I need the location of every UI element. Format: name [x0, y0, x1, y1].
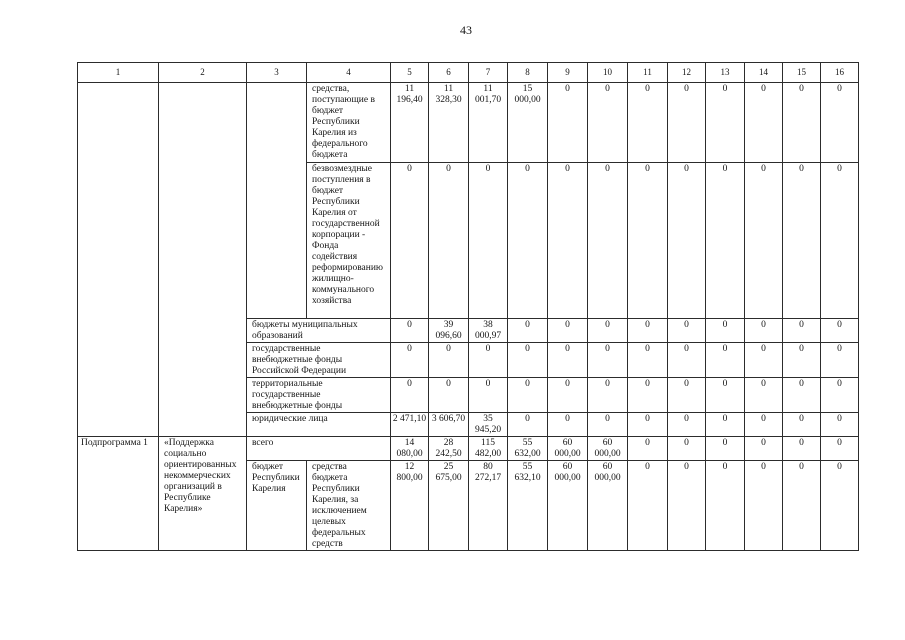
amount-cell: 0: [588, 319, 628, 343]
amount-cell: 2 471,10: [391, 413, 429, 437]
amount-cell: 0: [745, 163, 783, 319]
amount-cell: 0: [628, 319, 668, 343]
column-number-header: 3: [247, 63, 307, 83]
header-row: [78, 63, 859, 83]
amount-cell: 0: [469, 378, 508, 413]
column-number-header: 16: [821, 63, 859, 83]
amount-cell: 0: [588, 413, 628, 437]
amount-cell: 0: [391, 343, 429, 378]
amount-cell: 0: [706, 319, 745, 343]
amount-cell: 0: [706, 461, 745, 551]
amount-cell: 0: [628, 83, 668, 163]
amount-cell: 80 272,17: [469, 461, 508, 551]
amount-cell: 0: [429, 378, 469, 413]
amount-cell: 0: [588, 163, 628, 319]
amount-cell: 0: [628, 343, 668, 378]
amount-cell: 0: [821, 378, 859, 413]
amount-cell: 0: [783, 461, 821, 551]
column-number-header: 2: [159, 63, 247, 83]
amount-cell: 0: [821, 343, 859, 378]
amount-cell: 0: [783, 437, 821, 461]
column-number-header: 9: [548, 63, 588, 83]
funding-source-cell: безвозмездные поступления в бюджет Республики Карелия от государственной корпорации - Фонда содействия реформированию жилищно-коммунального хозяйства: [307, 163, 391, 319]
column-number-header: 5: [391, 63, 429, 83]
amount-cell: 55 632,10: [508, 461, 548, 551]
amount-cell: 0: [668, 343, 706, 378]
column-number-header: 15: [783, 63, 821, 83]
amount-cell: 0: [469, 343, 508, 378]
amount-cell: 0: [429, 343, 469, 378]
amount-cell: 115 482,00: [469, 437, 508, 461]
column-number-header: 4: [307, 63, 391, 83]
amount-cell: 0: [745, 343, 783, 378]
amount-cell: 0: [391, 378, 429, 413]
budget-cell: бюджет Республики Карелия: [247, 461, 307, 551]
amount-cell: 0: [508, 413, 548, 437]
amount-cell: 0: [745, 437, 783, 461]
amount-cell: 0: [745, 83, 783, 163]
amount-cell: 0: [391, 319, 429, 343]
amount-cell: 0: [548, 343, 588, 378]
funding-source-cell: юридические лица: [247, 413, 391, 437]
amount-cell: 0: [628, 461, 668, 551]
amount-cell: 0: [588, 343, 628, 378]
column-number-header: 6: [429, 63, 469, 83]
amount-cell: 0: [508, 163, 548, 319]
amount-cell: 0: [783, 413, 821, 437]
amount-cell: 0: [706, 83, 745, 163]
amount-cell: 0: [706, 343, 745, 378]
amount-cell: 0: [668, 461, 706, 551]
amount-cell: 0: [821, 461, 859, 551]
amount-cell: 0: [548, 413, 588, 437]
column-number-header: 8: [508, 63, 548, 83]
amount-cell: 14 080,00: [391, 437, 429, 461]
amount-cell: 0: [628, 378, 668, 413]
amount-cell: 0: [508, 343, 548, 378]
amount-cell: 0: [745, 413, 783, 437]
amount-cell: 0: [783, 83, 821, 163]
amount-cell: 0: [548, 83, 588, 163]
amount-cell: 35 945,20: [469, 413, 508, 437]
amount-cell: 0: [821, 437, 859, 461]
amount-cell: 0: [821, 319, 859, 343]
amount-cell: 39 096,60: [429, 319, 469, 343]
amount-cell: 3 606,70: [429, 413, 469, 437]
amount-cell: 25 675,00: [429, 461, 469, 551]
amount-cell: 60 000,00: [588, 437, 628, 461]
amount-cell: 0: [628, 413, 668, 437]
budget-cell-empty: [247, 83, 307, 319]
amount-cell: 38 000,97: [469, 319, 508, 343]
amount-cell: 0: [706, 437, 745, 461]
amount-cell: 28 242,50: [429, 437, 469, 461]
amount-cell: 12 800,00: [391, 461, 429, 551]
amount-cell: 0: [588, 83, 628, 163]
amount-cell: 0: [745, 378, 783, 413]
amount-cell: 11 001,70: [469, 83, 508, 163]
amount-cell: 0: [508, 378, 548, 413]
amount-cell: 11 196,40: [391, 83, 429, 163]
amount-cell: 0: [745, 319, 783, 343]
funding-source-cell: всего: [247, 437, 391, 461]
column-number-header: 11: [628, 63, 668, 83]
subprogram-status-cell: Подпрограмма 1: [78, 437, 159, 551]
column-number-header: 12: [668, 63, 706, 83]
program-name-cell-empty: [159, 83, 247, 437]
amount-cell: 0: [668, 413, 706, 437]
funding-source-cell: средства, поступающие в бюджет Республики Карелия из федерального бюджета: [307, 83, 391, 163]
amount-cell: 0: [783, 378, 821, 413]
budget-table: [77, 62, 859, 551]
amount-cell: 0: [668, 319, 706, 343]
amount-cell: 60 000,00: [548, 461, 588, 551]
amount-cell: 0: [668, 83, 706, 163]
amount-cell: 0: [548, 163, 588, 319]
funding-source-cell: бюджеты муниципальных образований: [247, 319, 391, 343]
amount-cell: 0: [548, 378, 588, 413]
amount-cell: 0: [668, 437, 706, 461]
amount-cell: 60 000,00: [548, 437, 588, 461]
funding-source-cell: территориальные государственные внебюджетные фонды: [247, 378, 391, 413]
amount-cell: 0: [628, 163, 668, 319]
amount-cell: 0: [783, 163, 821, 319]
amount-cell: 0: [548, 319, 588, 343]
column-number-header: 10: [588, 63, 628, 83]
table-row: [78, 83, 859, 163]
amount-cell: 0: [469, 163, 508, 319]
table-body: [78, 63, 859, 551]
amount-cell: 0: [821, 413, 859, 437]
amount-cell: 0: [706, 378, 745, 413]
table-row: [78, 437, 859, 461]
amount-cell: 0: [706, 413, 745, 437]
column-number-header: 7: [469, 63, 508, 83]
amount-cell: 60 000,00: [588, 461, 628, 551]
amount-cell: 0: [668, 378, 706, 413]
column-number-header: 14: [745, 63, 783, 83]
amount-cell: 0: [429, 163, 469, 319]
amount-cell: 15 000,00: [508, 83, 548, 163]
amount-cell: 0: [783, 343, 821, 378]
funding-source-cell: средства бюджета Республики Карелия, за исключением целевых федеральных средств: [307, 461, 391, 551]
amount-cell: 0: [588, 378, 628, 413]
status-cell-empty: [78, 83, 159, 437]
funding-source-cell: государственные внебюджетные фонды Российской Федерации: [247, 343, 391, 378]
amount-cell: 0: [391, 163, 429, 319]
column-number-header: 13: [706, 63, 745, 83]
amount-cell: 0: [821, 163, 859, 319]
amount-cell: 0: [706, 163, 745, 319]
amount-cell: 0: [821, 83, 859, 163]
subprogram-name-cell: «Поддержка социально ориентированных некоммерческих организаций в Республике Карелия»: [159, 437, 247, 551]
amount-cell: 11 328,30: [429, 83, 469, 163]
column-number-header: 1: [78, 63, 159, 83]
page-number: 43: [460, 23, 472, 37]
amount-cell: 0: [668, 163, 706, 319]
amount-cell: 0: [508, 319, 548, 343]
amount-cell: 55 632,00: [508, 437, 548, 461]
amount-cell: 0: [745, 461, 783, 551]
amount-cell: 0: [628, 437, 668, 461]
amount-cell: 0: [783, 319, 821, 343]
